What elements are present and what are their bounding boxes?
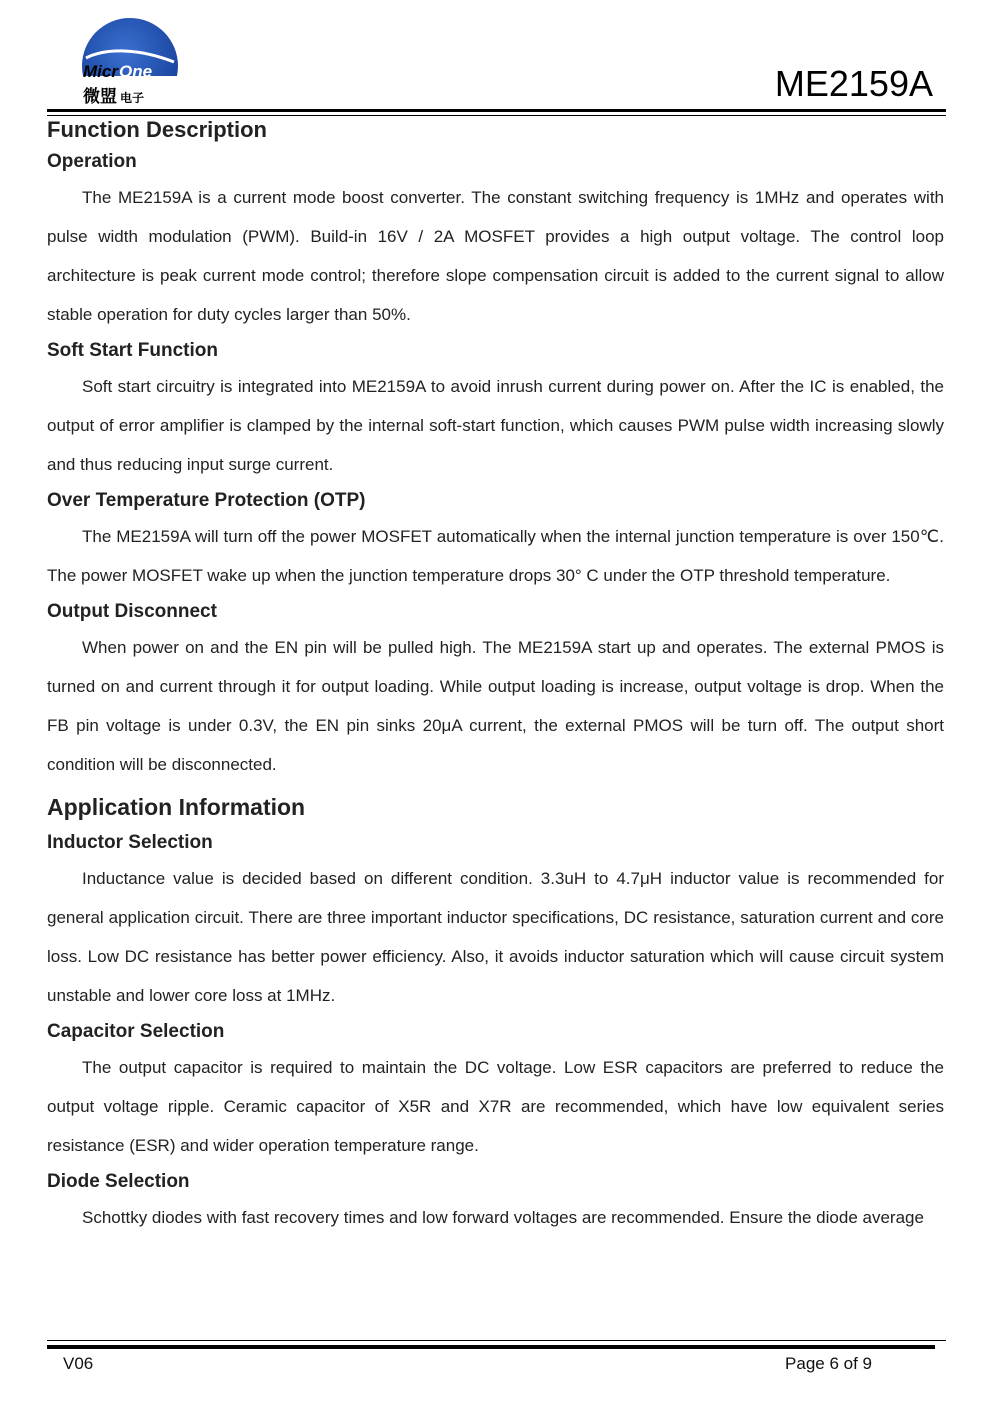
diode-selection-heading: Diode Selection bbox=[47, 1171, 190, 1192]
function-description-heading: Function Description bbox=[47, 117, 267, 142]
diode-selection-paragraph: Schottky diodes with fast recovery times and low forward voltages are recommended. Ensure the diode average bbox=[82, 1208, 924, 1227]
otp-heading: Over Temperature Protection (OTP) bbox=[47, 490, 366, 511]
soft-start-heading: Soft Start Function bbox=[47, 340, 218, 361]
operation-paragraph: The ME2159A is a current mode boost converter. The constant switching frequency is 1MHz and operates with pulse width modulation (PWM). Build-in 16V / 2A MOSFET provides a high output voltage. The control loop architecture is peak current mode control; therefore slope compensation circuit is added to the current signal to allow stable operation for duty cycles larger than 50%. bbox=[47, 188, 944, 324]
capacitor-selection-paragraph: The output capacitor is required to maintain the DC voltage. Low ESR capacitors are preferred to reduce the output voltage ripple. Ceramic capacitor of X5R and X7R are recommended, which have low equivalent series resistance (ESR) and wider operation temperature range. bbox=[47, 1058, 944, 1155]
logo-lettering: MicrOne bbox=[83, 62, 153, 81]
otp-paragraph: The ME2159A will turn off the power MOSFET automatically when the internal junction temperature is over 150℃. The power MOSFET wake up when the junction temperature drops 30° C under the OTP threshold temperature. bbox=[47, 527, 944, 585]
inductor-selection-heading: Inductor Selection bbox=[47, 832, 213, 853]
application-information-heading: Application Information bbox=[47, 794, 306, 820]
footer-version: V06 bbox=[63, 1354, 94, 1373]
soft-start-paragraph: Soft start circuitry is integrated into ME2159A to avoid inrush current during power on. After the IC is enabled, the output of error amplifier is clamped by the internal soft-start function, which causes PWM pulse width increasing slowly and thus reducing input surge current. bbox=[47, 377, 944, 474]
capacitor-selection-heading: Capacitor Selection bbox=[47, 1021, 225, 1042]
inductor-selection-paragraph: Inductance value is decided based on different condition. 3.3uH to 4.7μH inductor value is recommended for general application circuit. There are three important inductor specifications, DC resistance, saturation current and core loss. Low DC resistance has better power efficiency. Also, it avoids inductor saturation which will cause circuit system unstable and lower core loss at 1MHz. bbox=[47, 869, 944, 1005]
logo-chinese-name: 微盟 电子 bbox=[83, 87, 145, 107]
microne-logo bbox=[78, 18, 182, 108]
output-disconnect-paragraph: When power on and the EN pin will be pulled high. The ME2159A start up and operates. The external PMOS is turned on and current through it for output loading. While output loading is increase, output voltage is drop. When the FB pin voltage is under 0.3V, the EN pin sinks 20μA current, the external PMOS will be turn off. The output short condition will be disconnected. bbox=[47, 638, 944, 774]
part-number-title: ME2159A bbox=[774, 63, 933, 104]
page-content bbox=[47, 114, 944, 1237]
footer-page-number: Page 6 of 9 bbox=[785, 1354, 872, 1373]
footer-rule-thin bbox=[47, 1340, 946, 1341]
footer-rule bbox=[47, 1345, 935, 1349]
header-rule bbox=[47, 109, 946, 112]
output-disconnect-heading: Output Disconnect bbox=[47, 601, 217, 622]
operation-heading: Operation bbox=[47, 151, 137, 172]
